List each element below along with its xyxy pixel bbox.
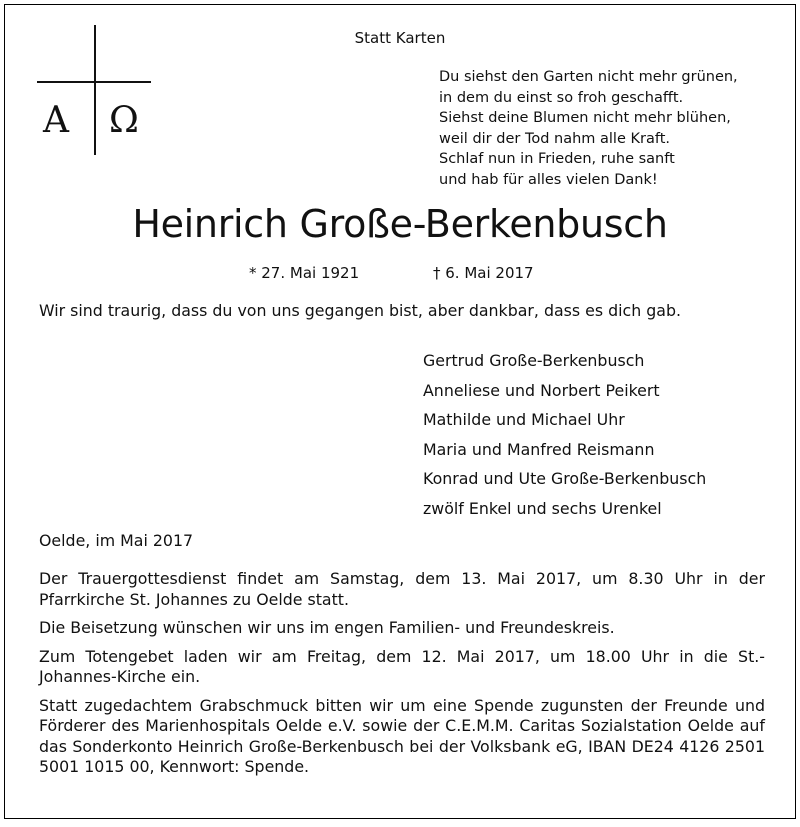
place-date: Oelde, im Mai 2017 [39, 531, 194, 550]
statt-karten-label: Statt Karten [354, 29, 446, 47]
cross-vertical-line [94, 25, 96, 155]
mourner: Gertrud Große-Berkenbusch [423, 351, 645, 370]
death-date: † 6. Mai 2017 [433, 264, 534, 282]
cross-horizontal-line [37, 81, 151, 83]
mourners-list [423, 346, 706, 523]
poem-line: Siehst deine Blumen nicht mehr blühen, [439, 110, 731, 126]
deceased-name: Heinrich Große-Berkenbusch [132, 202, 668, 246]
poem-line: Schlaf nun in Frieden, ruhe sanft [439, 151, 675, 167]
poem-line: und hab für alles vielen Dank! [439, 171, 658, 188]
mourner: zwölf Enkel und sechs Urenkel [423, 498, 662, 518]
mourner: Maria und Manfred Reismann [423, 439, 655, 459]
cross-icon [37, 25, 151, 155]
motto: Wir sind traurig, dass du von uns gegangen bist, aber dankbar, dass es dich gab. [39, 301, 681, 320]
obituary-notice [4, 4, 796, 819]
service-note: Der Trauergottesdienst findet am Samstag, dem 13. Mai 2017, um 8.30 Uhr in der Pfarrkirche St. Johannes zu Oelde statt. [39, 569, 765, 609]
mourner: Konrad und Ute Große-Berkenbusch [423, 469, 707, 488]
service-note: Zum Totengebet laden wir am Freitag, dem 12. Mai 2017, um 18.00 Uhr in die St.-Johannes-Kirche ein. [39, 646, 765, 686]
poem-line: weil dir der Tod nahm alle Kraft. [439, 130, 670, 147]
service-note: Die Beisetzung wünschen wir uns im engen Familien- und Freundeskreis. [39, 618, 615, 637]
poem-line: Du siehst den Garten nicht mehr grünen, [439, 69, 738, 85]
omega-symbol: Ω [109, 100, 139, 141]
alpha-symbol: A [43, 100, 69, 141]
life-dates [249, 264, 534, 282]
birth-date: * 27. Mai 1921 [249, 264, 360, 282]
poem [439, 67, 738, 190]
service-notes [39, 569, 765, 786]
poem-line: in dem du einst so froh geschafft. [439, 89, 684, 106]
mourner: Mathilde und Michael Uhr [423, 410, 625, 429]
mourner: Anneliese und Norbert Peikert [423, 380, 660, 400]
service-note: Statt zugedachtem Grabschmuck bitten wir um eine Spende zugunsten der Freunde und Förderer des Marienhospitals Oelde e.V. sowie der C.E.M.M. Caritas Sozialstation Oelde auf das Sonderkonto Heinrich Große-Berkenbusch bei der Volksbank eG, IBAN DE24 4126 2501 5001 1015 00, Kennwort: Spende. [39, 695, 765, 776]
